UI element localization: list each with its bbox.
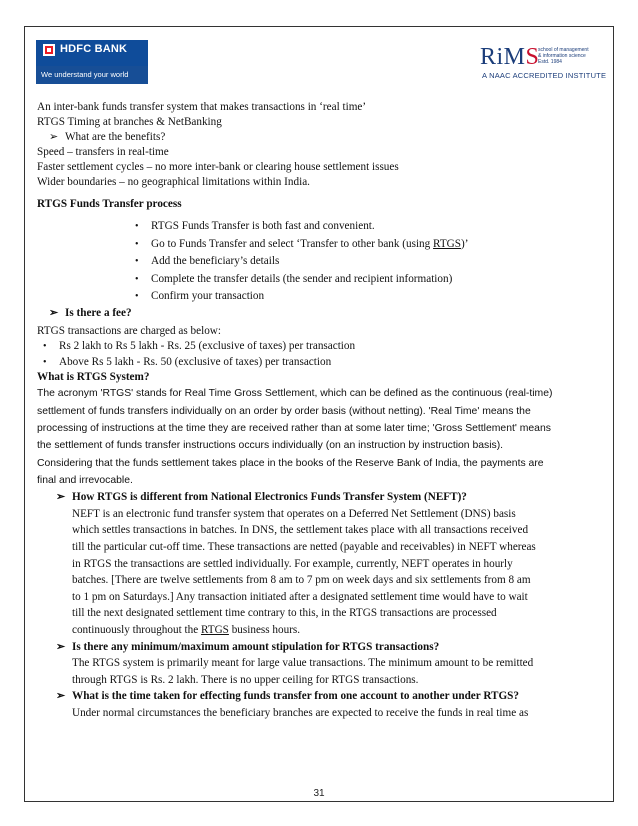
rtgs-link[interactable]: RTGS — [433, 237, 461, 250]
fee-list — [37, 339, 597, 371]
arrow-bullet-icon: ➢ — [56, 640, 66, 653]
hdfc-logo-tagline: We understand your world — [36, 66, 148, 84]
rims-naac-text: A NAAC ACCREDITED INSTITUTE — [482, 71, 607, 80]
page-number: 31 — [313, 788, 325, 799]
time-question: ➢ What is the time taken for effecting funds transfer from one account to another under RTGS? — [37, 688, 597, 705]
list-item: • Complete the transfer details (the sender and recipient information) — [135, 271, 597, 289]
system-paragraph: The acronym 'RTGS' stands for Real Time Gross Settlement, which can be defined as the continuous (real-time) settlement of funds transfers individually on an order by order basis (without netting). 'Real Time' means the processing of instructions at the time they are received rather than at some later time; 'Gross Settlement' means the settlement of funds transfer instructions occurs individually (on an instruction by instruction basis). Considering that the funds settlement takes place in the books of the Reserve Bank of India, the payments are final and irrevocable. — [37, 388, 553, 486]
list-item: • Above Rs 5 lakh - Rs. 50 (exclusive of taxes) per transaction — [43, 355, 597, 371]
hdfc-logo-name: HDFC BANK — [60, 43, 128, 55]
arrow-bullet-icon: ➢ — [56, 491, 66, 504]
list-item: • Rs 2 lakh to Rs 5 lakh - Rs. 25 (exclusive of taxes) per transaction — [43, 339, 597, 355]
arrow-bullet-icon: ➢ — [56, 690, 66, 703]
process-steps-list — [37, 218, 597, 306]
rims-subtext: school of management & information science Estd. 1984 — [538, 47, 589, 65]
bullet-icon: • — [43, 356, 47, 368]
minimum-question: ➢ Is there any minimum/maximum amount stipulation for RTGS transactions? — [37, 639, 597, 656]
hdfc-bank-logo — [36, 40, 148, 84]
list-item: • Confirm your transaction — [135, 288, 597, 306]
document-body — [37, 100, 597, 721]
rtgs-link[interactable]: RTGS — [200, 623, 229, 636]
minimum-paragraph: The RTGS system is primarily meant for large value transactions. The minimum amount to be remitted through RTGS is Rs. 2 lakh. There is no upper ceiling for RTGS transactions. — [72, 657, 534, 686]
intro-line: RTGS Timing at branches & NetBanking — [37, 115, 222, 128]
benefit-line: Faster settlement cycles – no more inter-bank or clearing house settlement issues — [37, 160, 399, 173]
list-item: • Go to Funds Transfer and select ‘Transfer to other bank (using RTGS)’ — [135, 236, 597, 254]
process-heading: RTGS Funds Transfer process — [37, 198, 182, 211]
neft-question: ➢ How RTGS is different from National Electronics Funds Transfer System (NEFT)? — [37, 489, 597, 506]
bullet-icon: • — [43, 340, 47, 352]
bullet-icon: • — [135, 273, 139, 285]
list-item: • RTGS Funds Transfer is both fast and convenient. — [135, 218, 597, 236]
arrow-bullet-icon: ➢ — [49, 130, 59, 143]
fee-question: ➢ Is there a fee? — [49, 306, 132, 319]
system-heading: What is RTGS System? — [37, 371, 150, 384]
bullet-icon: • — [135, 238, 139, 250]
list-item: • Add the beneficiary’s details — [135, 253, 597, 271]
bullet-icon: • — [135, 256, 139, 268]
arrow-bullet-icon: ➢ — [49, 306, 59, 319]
fee-intro: RTGS transactions are charged as below: — [37, 324, 221, 337]
benefit-line: Speed – transfers in real-time — [37, 145, 169, 158]
time-paragraph: Under normal circumstances the beneficiary branches are expected to receive the funds in real time as — [72, 706, 529, 719]
benefits-question: ➢ What are the benefits? — [49, 130, 166, 143]
bullet-icon: • — [135, 291, 139, 303]
rims-wordmark: RiMS — [480, 44, 540, 70]
benefit-line: Wider boundaries – no geographical limitations within India. — [37, 175, 310, 188]
rims-logo — [480, 44, 610, 88]
intro-line: An inter-bank funds transfer system that makes transactions in ‘real time’ — [37, 101, 367, 113]
neft-paragraph: NEFT is an electronic fund transfer system that operates on a Deferred Net Settlement (DNS) basis which settles transactions in batches. In DNS, the settlement takes place with all transactions received till the particular cut-off time. These transactions are netted (payable and receivables) in NEFT whereas in RTGS the transactions are settled individually. For example, currently, NEFT operates in hourly batches. [There are twelve settlements from 8 am to 7 pm on week days and six settlements from 8 am to 1 pm on Saturdays.] Any transaction initiated after a designated settlement time would have to wait till the next designated settlement time contrary to this, in the RTGS transactions are processed continuously throughout the RTGS business hours. — [72, 507, 536, 636]
hdfc-mark-icon — [43, 44, 55, 56]
bullet-icon: • — [135, 221, 139, 233]
